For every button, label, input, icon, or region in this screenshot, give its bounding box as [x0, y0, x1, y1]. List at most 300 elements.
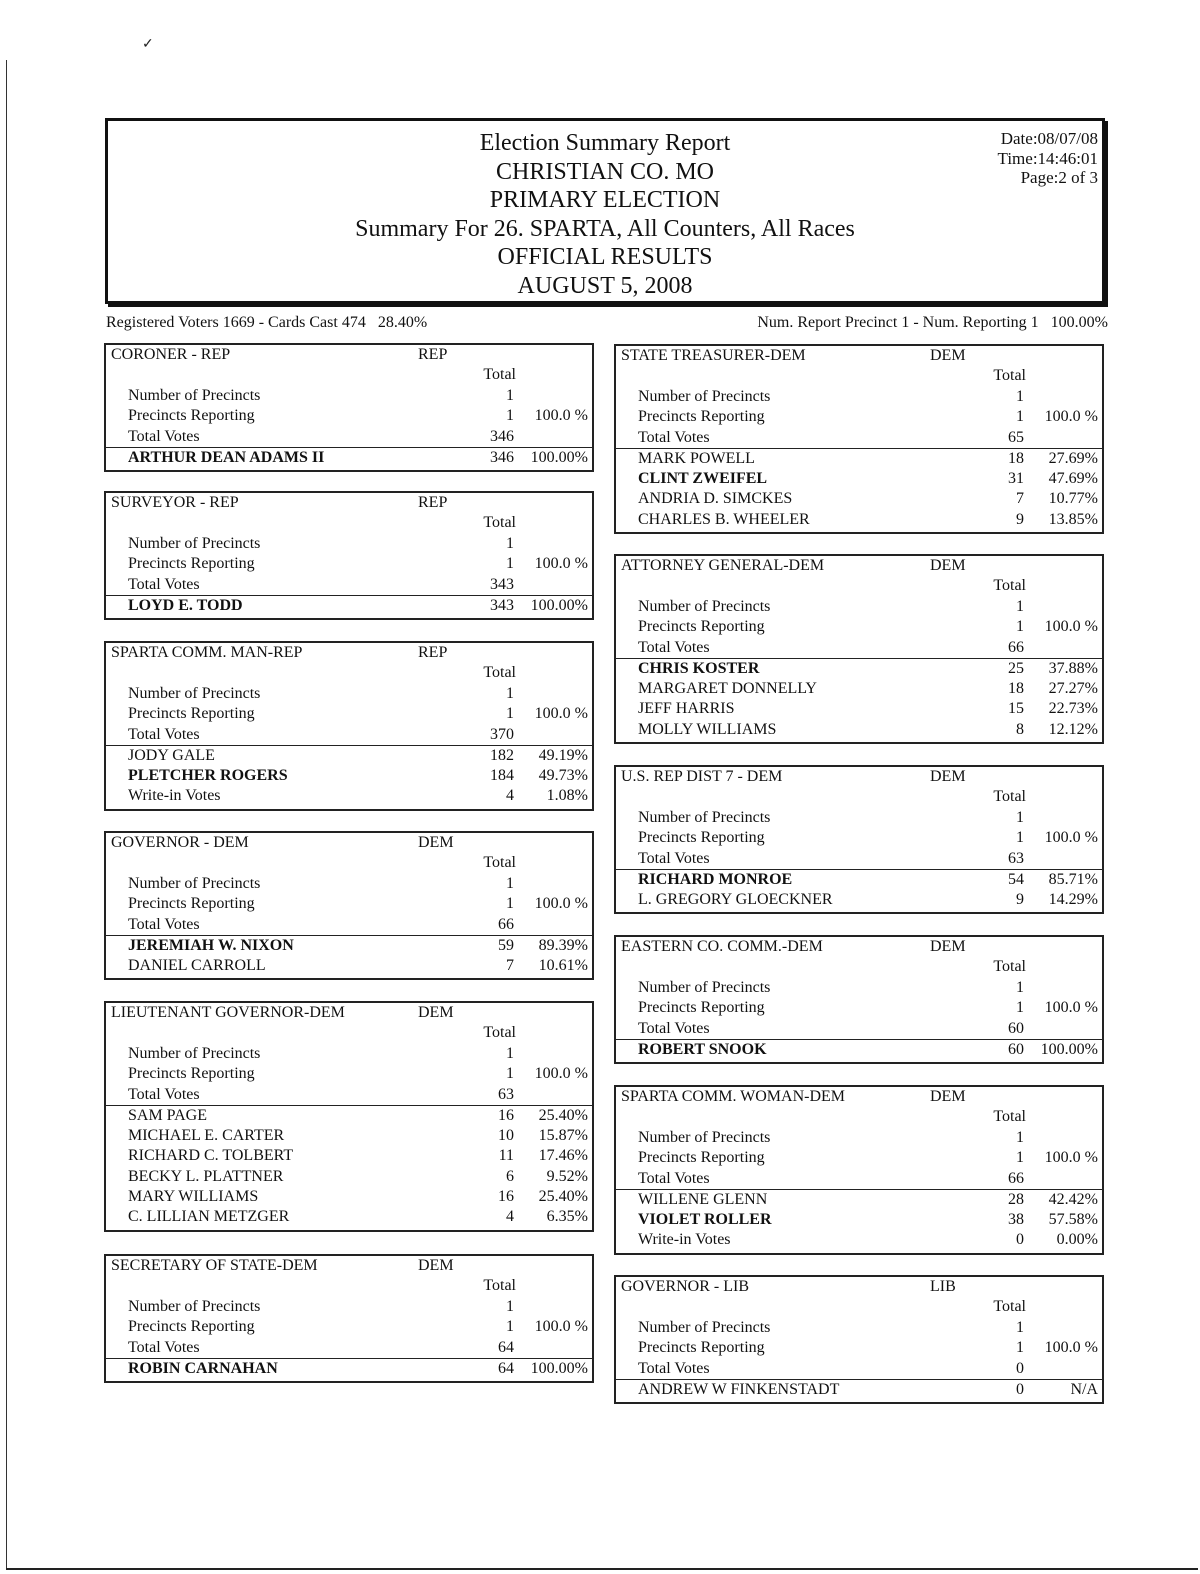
- candidate-percent: 25.40%: [538, 1106, 588, 1124]
- total-column-header: [616, 958, 1102, 978]
- race-title-row: [106, 1003, 592, 1024]
- candidate-percent: 10.61%: [538, 957, 588, 975]
- row-label: Total Votes: [128, 1085, 200, 1103]
- row-label: Precincts Reporting: [128, 555, 255, 573]
- page-edge: [6, 1568, 1198, 1570]
- race-title: GOVERNOR - DEM: [111, 834, 249, 851]
- row-label: Number of Precincts: [128, 685, 261, 702]
- election-name: PRIMARY ELECTION: [489, 187, 721, 213]
- row-label: Number of Precincts: [638, 979, 771, 996]
- row-label: Total Votes: [128, 725, 200, 743]
- total-column-header: [106, 514, 592, 534]
- row-label: Precincts Reporting: [128, 705, 255, 723]
- candidate-row: [106, 596, 592, 616]
- report-title-block: [108, 129, 1102, 300]
- total-label: Total: [993, 577, 1026, 594]
- candidate-percent: 1.08%: [546, 787, 588, 805]
- total-label: Total: [483, 366, 516, 383]
- candidate-row: [106, 1106, 592, 1126]
- candidate-name: PLETCHER ROGERS: [128, 767, 288, 785]
- candidate-name: ARTHUR DEAN ADAMS II: [128, 448, 325, 466]
- reporting-row: [106, 1064, 592, 1084]
- candidate-percent: 49.19%: [538, 746, 588, 764]
- row-value: 1: [1016, 408, 1024, 426]
- row-value: 1: [1016, 1149, 1024, 1167]
- race-box: [104, 1001, 594, 1232]
- total-label: Total: [993, 958, 1026, 975]
- candidate-votes: 54: [1008, 870, 1024, 888]
- race-title-row: [106, 1256, 592, 1277]
- row-value: 1: [1016, 829, 1024, 847]
- candidate-row: [616, 870, 1102, 890]
- reporting-row: [616, 998, 1102, 1018]
- race-box: [614, 1085, 1104, 1255]
- row-value: 1: [506, 1318, 514, 1336]
- row-label: Number of Precincts: [128, 1298, 261, 1315]
- report-meta: [998, 129, 1098, 188]
- race-title: GOVERNOR - LIB: [621, 1278, 749, 1295]
- precincts-row: [106, 386, 592, 406]
- reporting-row: [106, 554, 592, 574]
- precincts-row: [616, 387, 1102, 407]
- report-header: [105, 118, 1105, 304]
- race-party: LIB: [930, 1278, 956, 1295]
- candidate-votes: 18: [1008, 680, 1024, 698]
- row-label: Precincts Reporting: [128, 895, 255, 913]
- row-label: Precincts Reporting: [638, 1339, 765, 1357]
- page-number: Page:2 of 3: [1020, 168, 1098, 187]
- candidate-votes: 4: [506, 1208, 514, 1226]
- candidate-percent: 27.27%: [1048, 680, 1098, 698]
- candidate-votes: 38: [1008, 1211, 1024, 1229]
- candidate-row: [106, 766, 592, 786]
- total-votes-row: [106, 1338, 592, 1359]
- candidate-votes: 343: [490, 596, 514, 614]
- row-value: 66: [1008, 638, 1024, 656]
- row-label: Precincts Reporting: [638, 999, 765, 1017]
- candidate-name: MOLLY WILLIAMS: [638, 720, 777, 738]
- candidate-percent: 57.58%: [1048, 1211, 1098, 1229]
- row-label: Precincts Reporting: [128, 1318, 255, 1336]
- candidate-percent: 89.39%: [538, 936, 588, 954]
- row-value: 1: [1016, 388, 1024, 405]
- race-party: DEM: [418, 1004, 454, 1021]
- race-title: LIEUTENANT GOVERNOR-DEM: [111, 1004, 345, 1021]
- candidate-votes: 346: [490, 448, 514, 466]
- race-party: DEM: [418, 834, 454, 851]
- race-party: DEM: [930, 347, 966, 364]
- candidate-row: [616, 720, 1102, 740]
- row-label: Precincts Reporting: [638, 408, 765, 426]
- row-value: 66: [498, 915, 514, 933]
- row-label: Number of Precincts: [128, 535, 261, 552]
- precincts-row: [106, 684, 592, 704]
- candidate-row: [616, 890, 1102, 910]
- row-value: 1: [1016, 618, 1024, 636]
- candidate-row: [106, 1187, 592, 1207]
- row-label: Total Votes: [638, 1359, 710, 1377]
- race-box: [104, 641, 594, 811]
- row-percent: 100.0 %: [1044, 1339, 1098, 1357]
- precincts-row: [106, 874, 592, 894]
- race-party: DEM: [930, 1088, 966, 1105]
- race-title: EASTERN CO. COMM.-DEM: [621, 938, 823, 955]
- candidate-percent: 37.88%: [1048, 659, 1098, 677]
- candidate-percent: 25.40%: [538, 1188, 588, 1206]
- candidate-percent: N/A: [1070, 1380, 1098, 1398]
- total-column-header: [106, 1277, 592, 1297]
- candidate-percent: 17.46%: [538, 1147, 588, 1165]
- row-label: Total Votes: [128, 1338, 200, 1356]
- race-title-row: [106, 833, 592, 854]
- candidate-votes: 4: [506, 787, 514, 805]
- row-value: 1: [506, 1298, 514, 1315]
- total-label: Total: [483, 854, 516, 871]
- total-votes-row: [106, 725, 592, 746]
- candidate-votes: 16: [498, 1106, 514, 1124]
- total-column-header: [106, 854, 592, 874]
- candidate-percent: 47.69%: [1048, 470, 1098, 488]
- candidate-name: RICHARD C. TOLBERT: [128, 1147, 294, 1165]
- candidate-name: JEFF HARRIS: [638, 700, 735, 718]
- race-title-row: [616, 346, 1102, 367]
- candidate-name: Write-in Votes: [638, 1231, 731, 1249]
- row-label: Total Votes: [128, 575, 200, 593]
- row-percent: 100.0 %: [1044, 1149, 1098, 1167]
- row-label: Precincts Reporting: [638, 829, 765, 847]
- total-label: Total: [483, 514, 516, 531]
- candidate-percent: 100.00%: [1040, 1040, 1098, 1058]
- row-label: Total Votes: [638, 849, 710, 867]
- row-percent: 100.0 %: [1044, 408, 1098, 426]
- row-value: 1: [1016, 598, 1024, 615]
- candidate-row: [616, 1190, 1102, 1210]
- candidate-percent: 12.12%: [1048, 720, 1098, 738]
- candidate-percent: 42.42%: [1048, 1190, 1098, 1208]
- reporting-row: [616, 407, 1102, 427]
- race-title-row: [616, 556, 1102, 577]
- precinct-reporting-summary: Num. Report Precinct 1 - Num. Reporting 1 100.00%: [757, 314, 1108, 331]
- row-label: Precincts Reporting: [128, 407, 255, 425]
- candidate-name: MICHAEL E. CARTER: [128, 1127, 285, 1145]
- candidate-row: [616, 489, 1102, 509]
- total-votes-row: [616, 638, 1102, 659]
- total-votes-row: [106, 575, 592, 596]
- total-column-header: [106, 664, 592, 684]
- candidate-name: ANDRIA D. SIMCKES: [638, 490, 793, 508]
- candidate-row: [106, 786, 592, 806]
- candidate-name: CLINT ZWEIFEL: [638, 470, 768, 488]
- candidate-percent: 100.00%: [530, 596, 588, 614]
- precincts-row: [106, 1297, 592, 1317]
- total-votes-row: [106, 427, 592, 448]
- candidate-row: [106, 448, 592, 468]
- row-value: 1: [1016, 979, 1024, 996]
- row-value: 1: [506, 535, 514, 552]
- row-percent: 100.0 %: [1044, 618, 1098, 636]
- candidate-name: MARY WILLIAMS: [128, 1188, 259, 1206]
- total-votes-row: [616, 849, 1102, 870]
- row-label: Total Votes: [638, 1019, 710, 1037]
- candidate-votes: 64: [498, 1359, 514, 1377]
- total-column-header: [106, 366, 592, 386]
- reporting-row: [106, 406, 592, 426]
- row-percent: 100.0 %: [534, 895, 588, 913]
- candidate-row: [616, 510, 1102, 530]
- row-value: 1: [506, 685, 514, 702]
- row-value: 1: [506, 555, 514, 573]
- race-title: SECRETARY OF STATE-DEM: [111, 1257, 318, 1274]
- candidate-percent: 10.77%: [1048, 490, 1098, 508]
- reporting-row: [106, 894, 592, 914]
- row-value: 65: [1008, 428, 1024, 446]
- race-title-row: [106, 643, 592, 664]
- row-label: Number of Precincts: [638, 388, 771, 405]
- row-value: 1: [1016, 1319, 1024, 1336]
- race-box: [614, 935, 1104, 1064]
- row-value: 1: [506, 1065, 514, 1083]
- candidate-percent: 9.52%: [546, 1167, 588, 1185]
- candidate-votes: 18: [1008, 449, 1024, 467]
- race-title: U.S. REP DIST 7 - DEM: [621, 768, 783, 785]
- page-edge: [6, 60, 7, 1570]
- row-label: Total Votes: [128, 427, 200, 445]
- total-column-header: [616, 1108, 1102, 1128]
- candidate-percent: 49.73%: [538, 767, 588, 785]
- row-value: 370: [490, 725, 514, 743]
- total-column-header: [616, 577, 1102, 597]
- candidate-votes: 8: [1016, 720, 1024, 738]
- candidate-votes: 182: [490, 746, 514, 764]
- race-title-row: [616, 1087, 1102, 1108]
- candidate-name: LOYD E. TODD: [128, 596, 243, 614]
- candidate-votes: 28: [1008, 1190, 1024, 1208]
- candidate-row: [106, 1359, 592, 1379]
- row-percent: 100.0 %: [1044, 829, 1098, 847]
- scan-mark: ✓: [142, 37, 154, 52]
- total-label: Total: [483, 1277, 516, 1294]
- total-votes-row: [106, 915, 592, 936]
- total-label: Total: [993, 788, 1026, 805]
- row-value: 1: [1016, 999, 1024, 1017]
- candidate-name: C. LILLIAN METZGER: [128, 1208, 290, 1226]
- race-title-row: [616, 1277, 1102, 1298]
- candidate-row: [106, 1207, 592, 1227]
- candidate-votes: 7: [506, 957, 514, 975]
- candidate-name: JEREMIAH W. NIXON: [128, 936, 294, 954]
- candidate-row: [106, 1146, 592, 1166]
- precincts-row: [616, 1318, 1102, 1338]
- results-status: OFFICIAL RESULTS: [497, 244, 713, 270]
- candidate-name: MARGARET DONNELLY: [638, 680, 817, 698]
- candidate-percent: 0.00%: [1056, 1231, 1098, 1249]
- row-label: Precincts Reporting: [638, 1149, 765, 1167]
- reporting-row: [106, 1317, 592, 1337]
- candidate-name: Write-in Votes: [128, 787, 221, 805]
- candidate-votes: 25: [1008, 659, 1024, 677]
- row-percent: 100.0 %: [534, 705, 588, 723]
- race-party: DEM: [930, 557, 966, 574]
- row-percent: 100.0 %: [534, 555, 588, 573]
- candidate-votes: 10: [498, 1127, 514, 1145]
- candidate-votes: 9: [1016, 510, 1024, 528]
- race-party: REP: [418, 494, 448, 511]
- row-value: 63: [1008, 849, 1024, 867]
- candidate-name: MARK POWELL: [638, 449, 755, 467]
- summary-scope: Summary For 26. SPARTA, All Counters, All Races: [355, 215, 855, 242]
- race-box: [104, 831, 594, 980]
- candidate-row: [106, 956, 592, 976]
- total-label: Total: [993, 367, 1026, 384]
- candidate-percent: 15.87%: [538, 1127, 588, 1145]
- candidate-votes: 59: [498, 936, 514, 954]
- race-box: [614, 765, 1104, 914]
- row-label: Total Votes: [638, 428, 710, 446]
- candidate-votes: 7: [1016, 490, 1024, 508]
- candidate-row: [616, 1210, 1102, 1230]
- candidate-row: [616, 1040, 1102, 1060]
- reporting-row: [616, 1338, 1102, 1358]
- row-value: 343: [490, 575, 514, 593]
- registered-voters-summary: Registered Voters 1669 - Cards Cast 474 28.40%: [106, 314, 428, 331]
- candidate-name: CHRIS KOSTER: [638, 659, 760, 677]
- candidate-percent: 13.85%: [1048, 510, 1098, 528]
- candidate-votes: 16: [498, 1188, 514, 1206]
- precincts-row: [616, 978, 1102, 998]
- candidate-name: CHARLES B. WHEELER: [638, 510, 810, 528]
- race-title-row: [616, 937, 1102, 958]
- election-date: AUGUST 5, 2008: [517, 272, 693, 299]
- row-value: 1: [506, 387, 514, 404]
- report-time: Time:14:46:01: [997, 148, 1098, 168]
- row-label: Precincts Reporting: [638, 618, 765, 636]
- race-party: REP: [418, 346, 448, 363]
- total-label: Total: [483, 1024, 516, 1041]
- row-label: Total Votes: [638, 638, 710, 656]
- candidate-name: BECKY L. PLATTNER: [128, 1167, 284, 1185]
- total-column-header: [616, 788, 1102, 808]
- race-title: SPARTA COMM. MAN-REP: [111, 644, 303, 661]
- total-column-header: [616, 1298, 1102, 1318]
- total-votes-row: [616, 1019, 1102, 1040]
- candidate-percent: 85.71%: [1048, 870, 1098, 888]
- candidate-votes: 184: [490, 767, 514, 785]
- precincts-row: [616, 597, 1102, 617]
- row-value: 0: [1016, 1359, 1024, 1377]
- row-label: Number of Precincts: [638, 809, 771, 826]
- race-box: [104, 491, 594, 620]
- row-label: Precincts Reporting: [128, 1065, 255, 1083]
- reporting-row: [616, 1148, 1102, 1168]
- race-title: STATE TREASURER-DEM: [621, 347, 806, 364]
- row-value: 1: [506, 895, 514, 913]
- total-column-header: [616, 367, 1102, 387]
- reporting-row: [106, 704, 592, 724]
- candidate-percent: 14.29%: [1048, 891, 1098, 909]
- total-column-header: [106, 1024, 592, 1044]
- race-title-row: [106, 493, 592, 514]
- candidate-votes: 11: [498, 1147, 514, 1165]
- row-value: 1: [506, 407, 514, 425]
- candidate-votes: 6: [506, 1167, 514, 1185]
- race-title-row: [106, 345, 592, 366]
- row-value: 1: [506, 875, 514, 892]
- candidate-name: ROBIN CARNAHAN: [128, 1359, 278, 1377]
- candidate-row: [106, 936, 592, 956]
- row-percent: 100.0 %: [534, 1065, 588, 1083]
- total-label: Total: [483, 664, 516, 681]
- total-label: Total: [993, 1108, 1026, 1125]
- row-value: 1: [1016, 1129, 1024, 1146]
- candidate-votes: 9: [1016, 891, 1024, 909]
- race-party: DEM: [418, 1257, 454, 1274]
- row-value: 1: [1016, 1339, 1024, 1357]
- reporting-row: [616, 617, 1102, 637]
- candidate-row: [616, 449, 1102, 469]
- row-value: 346: [490, 427, 514, 445]
- race-box: [614, 344, 1104, 534]
- race-title: SPARTA COMM. WOMAN-DEM: [621, 1088, 846, 1105]
- row-label: Number of Precincts: [638, 1129, 771, 1146]
- row-value: 66: [1008, 1169, 1024, 1187]
- candidate-row: [106, 1126, 592, 1146]
- row-label: Total Votes: [638, 1169, 710, 1187]
- race-box: [104, 1254, 594, 1383]
- candidate-name: DANIEL CARROLL: [128, 957, 266, 975]
- candidate-row: [616, 1230, 1102, 1250]
- row-percent: 100.0 %: [534, 407, 588, 425]
- total-votes-row: [616, 1169, 1102, 1190]
- candidate-percent: 6.35%: [546, 1208, 588, 1226]
- row-value: 63: [498, 1085, 514, 1103]
- race-box: [614, 1275, 1104, 1404]
- candidate-row: [616, 1380, 1102, 1400]
- candidate-votes: 60: [1008, 1040, 1024, 1058]
- row-value: 1: [506, 705, 514, 723]
- candidate-row: [106, 1167, 592, 1187]
- race-party: DEM: [930, 938, 966, 955]
- row-label: Number of Precincts: [638, 598, 771, 615]
- row-label: Number of Precincts: [128, 875, 261, 892]
- total-label: Total: [993, 1298, 1026, 1315]
- reporting-row: [616, 828, 1102, 848]
- candidate-votes: 31: [1008, 470, 1024, 488]
- precincts-row: [106, 1044, 592, 1064]
- total-votes-row: [106, 1085, 592, 1106]
- race-title: CORONER - REP: [111, 346, 231, 363]
- race-party: REP: [418, 644, 448, 661]
- precincts-row: [616, 808, 1102, 828]
- candidate-votes: 0: [1016, 1380, 1024, 1398]
- candidate-name: JODY GALE: [128, 746, 215, 764]
- race-box: [614, 554, 1104, 744]
- row-value: 1: [1016, 809, 1024, 826]
- candidate-name: RICHARD MONROE: [638, 870, 793, 888]
- candidate-name: ANDREW W FINKENSTADT: [638, 1380, 840, 1398]
- row-percent: 100.0 %: [1044, 999, 1098, 1017]
- candidate-percent: 100.00%: [530, 1359, 588, 1377]
- candidate-row: [616, 469, 1102, 489]
- county-name: CHRISTIAN CO. MO: [495, 158, 714, 185]
- row-label: Number of Precincts: [638, 1319, 771, 1336]
- candidate-name: WILLENE GLENN: [638, 1190, 768, 1208]
- candidate-percent: 27.69%: [1048, 449, 1098, 467]
- candidate-votes: 15: [1008, 700, 1024, 718]
- race-party: DEM: [930, 768, 966, 785]
- row-label: Number of Precincts: [128, 387, 261, 404]
- race-box: [104, 343, 594, 472]
- total-votes-row: [616, 1359, 1102, 1380]
